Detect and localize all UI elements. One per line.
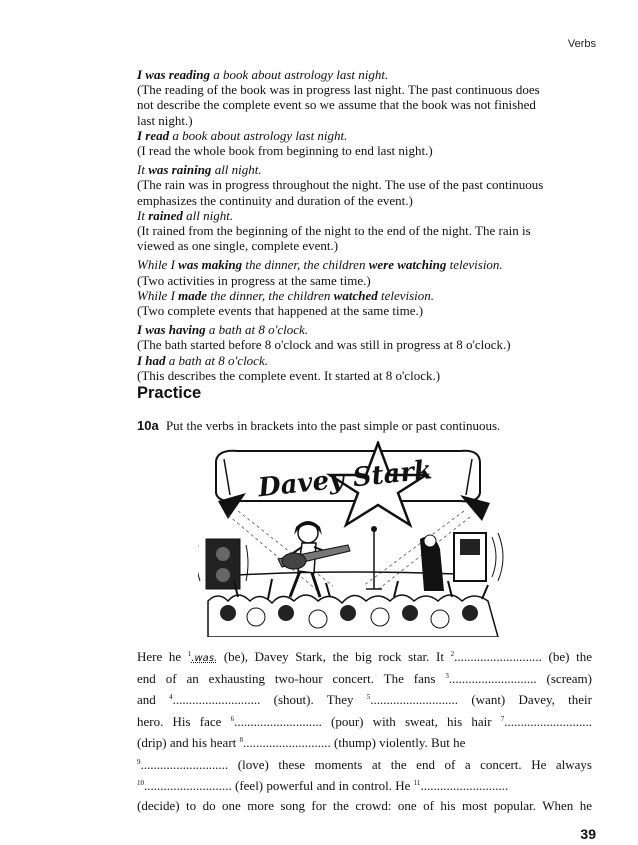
- crowd: [208, 579, 498, 637]
- example-explanation: [137, 97, 587, 112]
- text-run: ........................... (be) the: [454, 649, 593, 664]
- text-run: ........................... (pour) with sweat, his hair: [234, 713, 501, 729]
- example-explanation: [137, 177, 587, 192]
- text-run: end of an exhausting two-hour concert. The fans: [137, 670, 446, 686]
- running-header: Verbs: [567, 38, 596, 50]
- text-run: a bath at 8 o'clock.: [165, 352, 268, 368]
- text-run: a book about astrology last night.: [209, 67, 389, 82]
- page-number: 39: [580, 826, 596, 842]
- example-explanation: [137, 193, 587, 208]
- gap-number: 3: [445, 671, 449, 680]
- text-run: a bath at 8 o'clock.: [205, 322, 309, 338]
- text-run: Here he: [137, 649, 188, 664]
- text-run: not describe the complete event so we assume that the book was not finished: [137, 97, 536, 113]
- text-run: ........................... (want) Davey, their: [370, 692, 593, 707]
- gap-number: 7: [500, 714, 505, 723]
- gap-number: 4: [169, 693, 173, 701]
- example-sentence: [137, 257, 587, 272]
- verb-form: rained: [148, 207, 183, 223]
- rock-concert-illustration: [198, 441, 510, 637]
- example-sentence: [137, 162, 587, 177]
- text-run: viewed as one single, complete event.): [137, 238, 339, 254]
- text-run: the dinner, the children: [207, 287, 334, 303]
- grammar-examples: [137, 67, 587, 383]
- text-run: ........................... (thump) violently. But he: [243, 735, 466, 750]
- text-run: ...........................: [504, 713, 592, 729]
- text-run: ........................... (love) these moments at the end of a concert. He always: [140, 756, 592, 772]
- text-run: hero. His face: [137, 713, 231, 729]
- example-sentence: [137, 208, 587, 223]
- gap-number: 9: [137, 757, 141, 766]
- example-answer: .was.: [191, 653, 218, 664]
- text-run: (This describes the complete event. It started at 8 o'clock.): [137, 367, 441, 383]
- text-run: While I: [137, 257, 179, 273]
- banner-text: Davey Stark: [256, 455, 434, 504]
- example-sentence: [137, 322, 587, 337]
- verb-form: was raining: [148, 162, 212, 178]
- example-explanation: [137, 143, 587, 158]
- text-run: a book about astrology last night.: [169, 127, 348, 143]
- text-run: ........................... (scream): [448, 670, 592, 686]
- text-run: While I: [137, 287, 179, 303]
- text-run: (be), Davey Stark, the big rock star. It: [217, 649, 451, 664]
- exercise-line: [137, 773, 592, 795]
- verb-form: were watching: [368, 257, 447, 273]
- example-explanation: [137, 368, 587, 383]
- example-sentence: [137, 353, 587, 368]
- text-run: It: [137, 162, 149, 178]
- exercise-instruction: [137, 418, 500, 434]
- text-run: ........................... (feel) powerful and in control. He: [144, 778, 414, 793]
- text-run: last night.): [137, 112, 193, 128]
- text-run: (decide) to do one more song for the crowd: one of his most popular. When he: [137, 797, 592, 813]
- text-run: It: [137, 207, 149, 223]
- gap-number: 2: [450, 650, 455, 658]
- section-heading: Practice: [137, 384, 202, 402]
- example-sentence: [137, 288, 587, 303]
- text-run: (drip) and his heart: [137, 735, 240, 750]
- text-run: ...........................: [420, 778, 509, 793]
- example-explanation: [137, 223, 587, 238]
- verb-form: I read: [137, 127, 170, 143]
- gap-number: 11: [413, 779, 421, 787]
- text-run: ........................... (shout). They: [172, 692, 367, 707]
- gap-number: 6: [230, 714, 235, 723]
- text-run: (It rained from the beginning of the night to the end of the night. The rain is: [137, 223, 531, 239]
- example-sentence: [137, 67, 587, 82]
- exercise-line: [137, 709, 592, 731]
- text-run: the dinner, the children: [242, 257, 369, 273]
- verb-form: I was having: [137, 322, 206, 338]
- rock-star-figure: [278, 521, 350, 597]
- exercise-line: [137, 752, 592, 774]
- exercise-line: [137, 644, 592, 666]
- example-explanation: [137, 273, 587, 288]
- example-explanation: [137, 113, 587, 128]
- text-run: (The bath started before 8 o'clock and was still in progress at 8 o'clock.): [137, 337, 511, 353]
- gap-number: 10: [137, 779, 144, 787]
- text-run: all night.: [211, 162, 262, 178]
- exercise-line: [137, 666, 592, 688]
- verb-form: I was reading: [137, 67, 210, 82]
- example-explanation: [137, 238, 587, 253]
- text-run: television.: [377, 287, 435, 303]
- exercise-line: [137, 687, 592, 709]
- text-run: emphasizes the continuity and duration of the event.): [137, 192, 413, 208]
- gap-number: 1: [187, 650, 192, 658]
- text-run: (The reading of the book was in progress last night. The past continuous does: [137, 82, 540, 98]
- text-run: all night.: [182, 207, 234, 223]
- text-run: television.: [446, 257, 503, 273]
- exercise-text: [137, 644, 592, 816]
- example-explanation: [137, 337, 587, 352]
- verb-form: watched: [333, 287, 378, 303]
- exercise-line: [137, 795, 592, 817]
- example-sentence: [137, 128, 587, 143]
- text-run: (The rain was in progress throughout the night. The use of the past continuous: [137, 177, 544, 193]
- gap-number: 8: [239, 736, 244, 744]
- example-explanation: [137, 82, 587, 97]
- text-run: (Two activities in progress at the same time.): [137, 272, 371, 288]
- verb-form: I had: [137, 352, 166, 368]
- text-run: (I read the whole book from beginning to end last night.): [137, 143, 433, 159]
- example-explanation: [137, 303, 587, 318]
- verb-form: was making: [178, 257, 243, 273]
- exercise-line: [137, 730, 592, 752]
- exercise-number: 10a: [137, 418, 159, 433]
- instruction-text: Put the verbs in brackets into the past simple or past continuous.: [165, 418, 501, 433]
- text-run: (Two complete events that happened at the same time.): [137, 303, 424, 319]
- gap-number: 5: [366, 693, 371, 701]
- text-run: and: [137, 692, 170, 707]
- verb-form: made: [178, 287, 208, 303]
